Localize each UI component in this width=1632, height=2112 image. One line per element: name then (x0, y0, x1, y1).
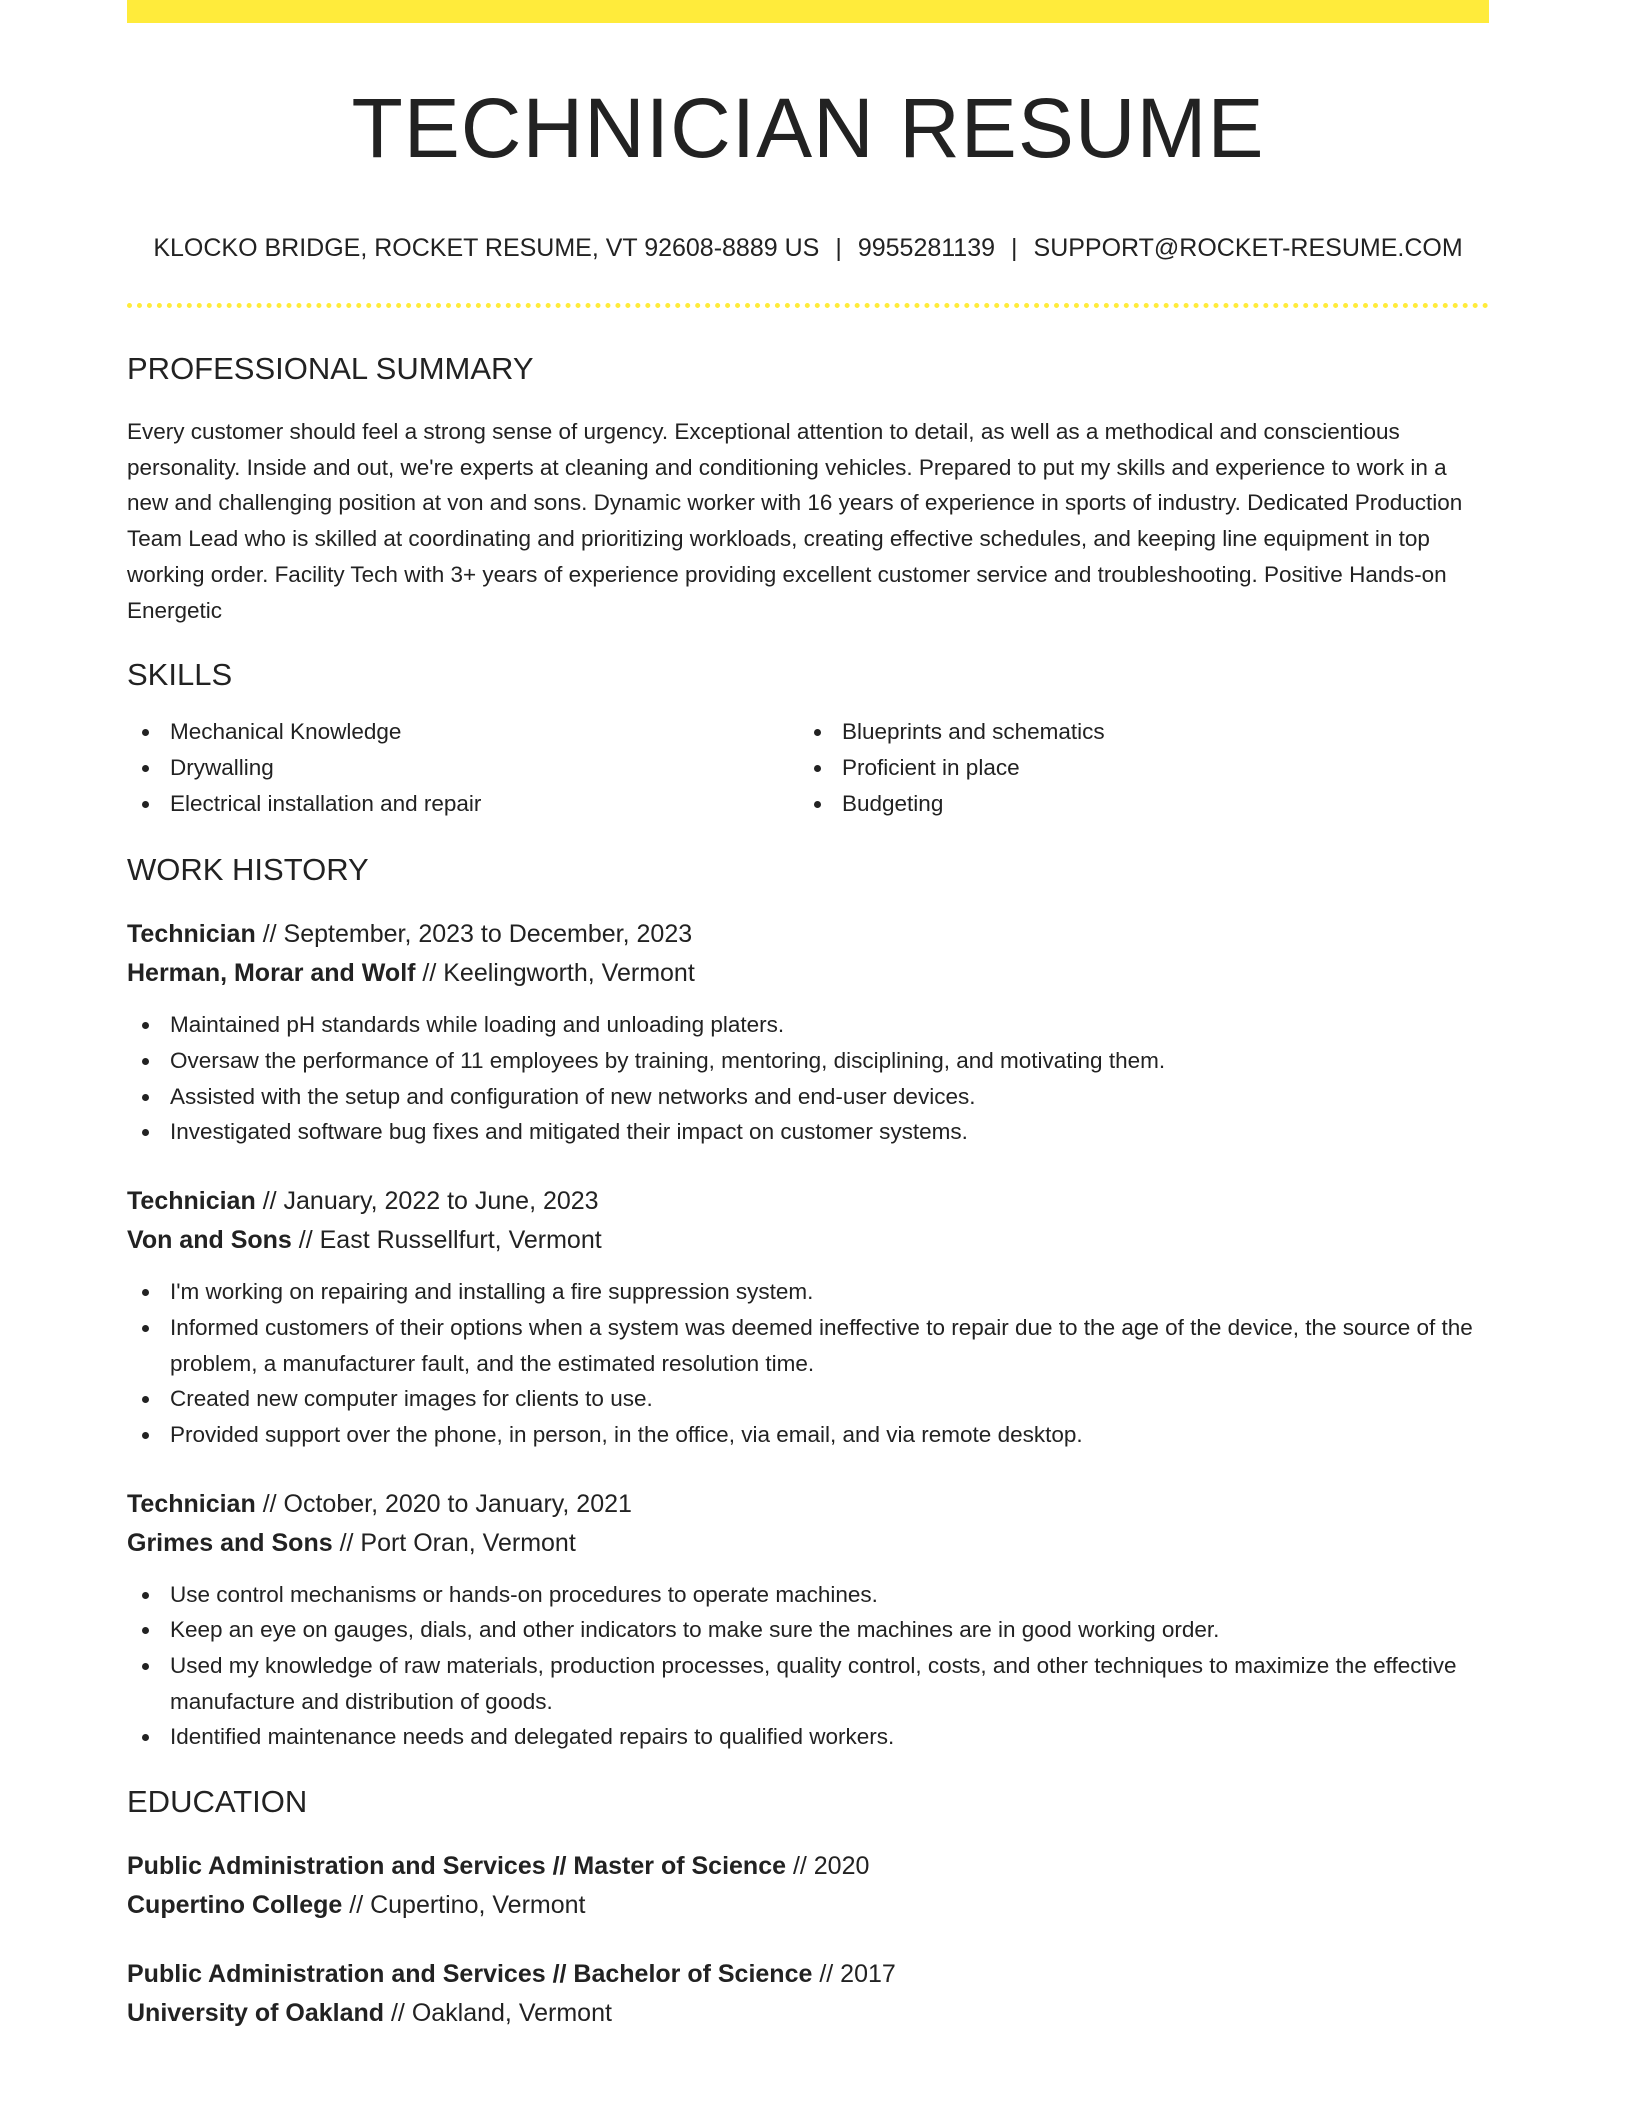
skill-label: Blueprints and schematics (842, 719, 1105, 745)
job-bullet (127, 1577, 1489, 1613)
contact-line (127, 233, 1489, 263)
job-bullet-text: Investigated software bug fixes and mitigated their impact on customer systems. (170, 1119, 968, 1145)
skill-item (127, 786, 799, 822)
job-company-line (127, 1524, 1489, 1563)
education-heading: EDUCATION (127, 1784, 308, 1820)
job-bullet (127, 1417, 1489, 1453)
job-bullet-text: Use control mechanisms or hands-on procedures to operate machines. (170, 1581, 878, 1607)
skill-item (799, 786, 1471, 822)
skill-item (127, 750, 799, 786)
bullet-icon (814, 729, 821, 736)
resume-content (127, 0, 1489, 2033)
school-name: Cupertino College (127, 1891, 343, 1920)
bullet-icon (142, 1627, 149, 1634)
skills-column-right (799, 714, 1471, 821)
bullet-icon (142, 1396, 149, 1403)
bullet-icon (142, 1094, 149, 1101)
resume-title: TECHNICIAN RESUME (351, 81, 1265, 175)
job-dates: // October, 2020 to January, 2021 (255, 1489, 632, 1518)
education-section (127, 1783, 1489, 2033)
school-line (127, 1886, 1489, 1925)
skills-column-left (127, 714, 799, 821)
job-bullet-text: Informed customers of their options when a system was deemed ineffective to repair due to the age of the device, the source of the problem, a manufacturer fault, and the estimated resolution time. (170, 1314, 1473, 1376)
degree-line (127, 1955, 1489, 1994)
bullet-icon (142, 1129, 149, 1136)
job-title: Technician (127, 920, 256, 949)
bullet-icon (142, 1058, 149, 1065)
bullet-icon (142, 729, 149, 736)
degree-year: // 2020 (786, 1852, 870, 1881)
skill-label: Drywalling (170, 754, 274, 780)
job-bullet-text: Keep an eye on gauges, dials, and other indicators to make sure the machines are in good working order. (170, 1617, 1220, 1643)
job-bullet (127, 1310, 1489, 1381)
contact-separator: | (1011, 234, 1018, 262)
job-company-line (127, 954, 1489, 993)
degree-year: // 2017 (812, 1960, 896, 1989)
skill-label: Budgeting (842, 790, 944, 816)
job-dates: // September, 2023 to December, 2023 (255, 920, 693, 949)
work-history-heading: WORK HISTORY (127, 852, 369, 888)
skills-section (127, 656, 1489, 821)
bullet-icon (142, 1022, 149, 1029)
skill-label: Proficient in place (842, 754, 1020, 780)
job-company: Grimes and Sons (127, 1528, 333, 1557)
job-bullet (127, 1612, 1489, 1648)
job-entry (127, 915, 1489, 1150)
bullet-icon (142, 1734, 149, 1741)
skill-item (127, 714, 799, 750)
job-bullet-text: Assisted with the setup and configuration of new networks and end-user devices. (170, 1083, 976, 1109)
job-bullet (127, 1381, 1489, 1417)
skills-grid (127, 714, 1489, 821)
job-bullet-text: Used my knowledge of raw materials, production processes, quality control, costs, and other techniques to maximize the effective manufacture and distribution of goods. (170, 1653, 1457, 1714)
contact-phone: 9955281139 (857, 234, 996, 262)
job-bullet-text: Created new computer images for clients to use. (170, 1386, 653, 1412)
bullet-icon (814, 765, 821, 772)
job-company: Von and Sons (127, 1226, 292, 1255)
job-bullet-text: I'm working on repairing and installing a fire suppression system. (170, 1279, 814, 1305)
contact-email: SUPPORT@ROCKET-RESUME.COM (1033, 234, 1463, 262)
job-dates: // January, 2022 to June, 2023 (255, 1187, 599, 1216)
education-entry (127, 1955, 1489, 2033)
summary-text: Every customer should feel a strong sense of urgency. Exceptional attention to detail, as well as a methodical and conscientious personality. Inside and out, we're experts at cleaning and conditioning vehicles. Prepared to put my skills and experience to work in a new and challenging position at von and sons. Dynamic worker with 16 years of experience in sports of industry. Dedicated Production Team Lead who is skilled at coordinating and prioritizing workloads, creating effective schedules, and keeping line equipment in top working order. Facility Tech with 3+ years of experience providing excellent customer service and troubleshooting. Positive Hands-on Energetic (127, 419, 1463, 623)
job-company: Herman, Morar and Wolf (127, 959, 416, 988)
job-entry (127, 1182, 1489, 1453)
job-bullet (127, 1648, 1489, 1719)
degree-line (127, 1847, 1489, 1886)
job-bullets (127, 1577, 1489, 1756)
job-bullet (127, 1007, 1489, 1043)
job-bullets (127, 1007, 1489, 1150)
summary-heading: PROFESSIONAL SUMMARY (127, 351, 534, 386)
skill-item (799, 750, 1471, 786)
job-location: // Port Oran, Vermont (332, 1528, 576, 1557)
bullet-icon (142, 765, 149, 772)
job-title-line (127, 1182, 1489, 1221)
bullet-icon (142, 1592, 149, 1599)
job-bullets (127, 1274, 1489, 1453)
bullet-icon (142, 1325, 149, 1332)
job-title: Technician (127, 1187, 256, 1216)
dotted-divider (127, 303, 1489, 308)
job-bullet (127, 1114, 1489, 1150)
degree-name: Public Administration and Services // Master of Science (127, 1852, 786, 1881)
bullet-icon (142, 1432, 149, 1439)
skill-label: Mechanical Knowledge (170, 719, 402, 745)
skill-item (799, 714, 1471, 750)
job-bullet (127, 1274, 1489, 1310)
job-bullet (127, 1719, 1489, 1755)
job-bullet-text: Maintained pH standards while loading and unloading platers. (170, 1012, 785, 1038)
summary-section (127, 350, 1489, 628)
bullet-icon (142, 1289, 149, 1296)
school-line (127, 1994, 1489, 2033)
job-bullet-text: Identified maintenance needs and delegated repairs to qualified workers. (170, 1724, 895, 1750)
bullet-icon (142, 1663, 149, 1670)
job-company-line (127, 1221, 1489, 1260)
bullet-icon (142, 801, 149, 808)
job-title-line (127, 915, 1489, 954)
bullet-icon (814, 801, 821, 808)
contact-address: KLOCKO BRIDGE, ROCKET RESUME, VT 92608-8889 US (153, 234, 820, 262)
education-entry (127, 1847, 1489, 1925)
job-bullet (127, 1043, 1489, 1079)
job-bullet (127, 1079, 1489, 1115)
job-bullet-text: Oversaw the performance of 11 employees by training, mentoring, disciplining, and motivating them. (170, 1048, 1166, 1074)
skills-heading: SKILLS (127, 657, 233, 693)
work-history-section (127, 851, 1489, 1755)
skill-label: Electrical installation and repair (170, 790, 482, 816)
school-location: // Oakland, Vermont (384, 1999, 612, 2028)
job-title-line (127, 1485, 1489, 1524)
job-location: // East Russellfurt, Vermont (291, 1226, 602, 1255)
school-location: // Cupertino, Vermont (342, 1891, 586, 1920)
school-name: University of Oakland (127, 1999, 385, 2028)
degree-name: Public Administration and Services // Bachelor of Science (127, 1960, 813, 1989)
job-title: Technician (127, 1489, 256, 1518)
contact-separator: | (835, 234, 842, 262)
job-location: // Keelingworth, Vermont (415, 959, 695, 988)
job-bullet-text: Provided support over the phone, in person, in the office, via email, and via remote desktop. (170, 1421, 1083, 1447)
job-entry (127, 1485, 1489, 1756)
